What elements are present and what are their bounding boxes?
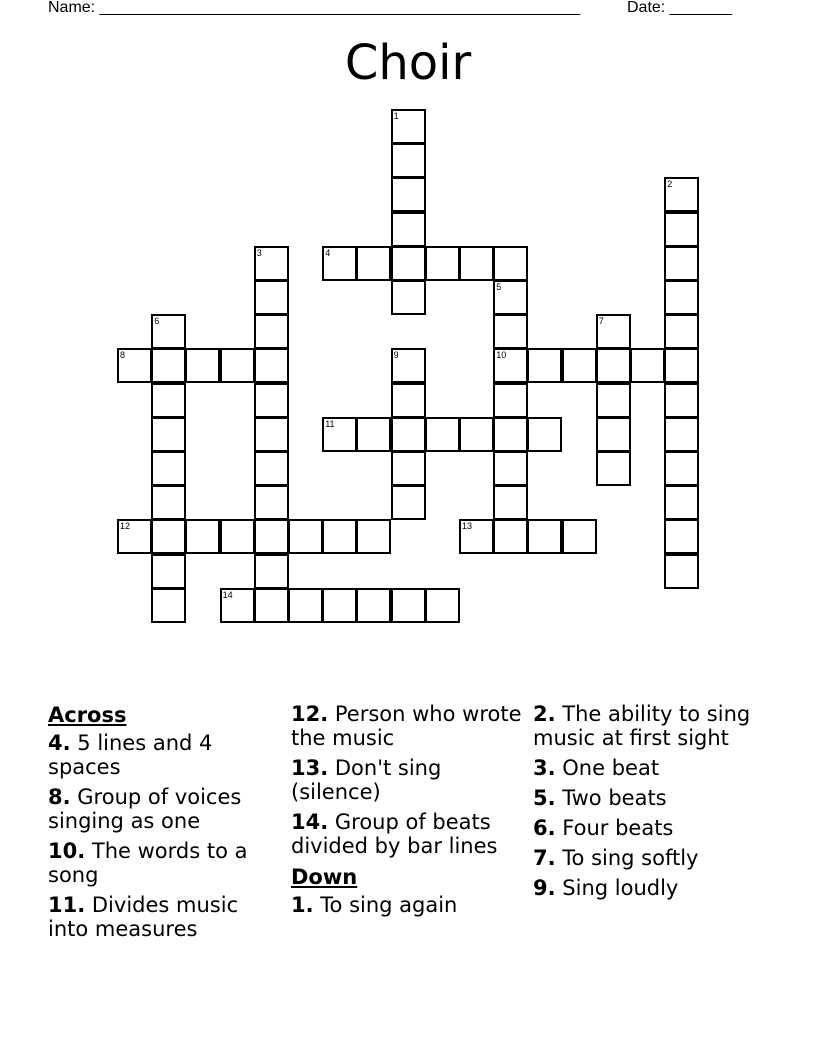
- clue-across-12: [291, 702, 523, 750]
- clue-number: 11.: [48, 893, 86, 917]
- crossword-cell[interactable]: [664, 451, 699, 486]
- crossword-cell[interactable]: [391, 177, 426, 212]
- clue-text: Sing loudly: [562, 876, 679, 900]
- crossword-cell[interactable]: [459, 417, 494, 452]
- clue-number: 8.: [48, 785, 71, 809]
- crossword-cell[interactable]: [664, 212, 699, 247]
- clue-number: 3.: [533, 756, 556, 780]
- crossword-cell[interactable]: [596, 348, 631, 383]
- cell-clue-number: 10: [496, 350, 507, 361]
- clue-down-9: [533, 876, 765, 900]
- crossword-cell[interactable]: [220, 588, 255, 623]
- crossword-cell[interactable]: [254, 485, 289, 520]
- crossword-cell[interactable]: [322, 588, 357, 623]
- crossword-cell[interactable]: [425, 417, 460, 452]
- crossword-cell[interactable]: [151, 417, 186, 452]
- crossword-cell[interactable]: [664, 177, 699, 212]
- clue-down-6: [533, 816, 765, 840]
- clue-column-1: [48, 702, 280, 947]
- crossword-cell[interactable]: [493, 417, 528, 452]
- clue-text: Don't sing (silence): [291, 756, 442, 804]
- clue-down-2: [533, 702, 765, 750]
- clue-column-3: [533, 702, 765, 906]
- crossword-cell[interactable]: [322, 246, 357, 281]
- crossword-cell[interactable]: [664, 519, 699, 554]
- clue-text: 5 lines and 4 spaces: [48, 731, 213, 779]
- cell-clue-number: 6: [154, 316, 160, 327]
- clue-number: 5.: [533, 786, 556, 810]
- clue-down-3: [533, 756, 765, 780]
- crossword-cell[interactable]: [493, 280, 528, 315]
- crossword-cell[interactable]: [596, 383, 631, 418]
- crossword-cell[interactable]: [356, 417, 391, 452]
- crossword-cell[interactable]: [254, 314, 289, 349]
- name-field-label: Name: ______________________________________________________: [48, 0, 581, 16]
- crossword-cell[interactable]: [151, 314, 186, 349]
- crossword-cell[interactable]: [664, 280, 699, 315]
- crossword-cell[interactable]: [356, 519, 391, 554]
- crossword-cell[interactable]: [254, 519, 289, 554]
- across-heading: Across: [48, 703, 127, 727]
- crossword-cell[interactable]: [117, 519, 152, 554]
- cell-clue-number: 4: [325, 247, 331, 258]
- clue-across-13: [291, 756, 523, 804]
- crossword-cell[interactable]: [664, 417, 699, 452]
- clue-number: 2.: [533, 702, 556, 726]
- crossword-cell[interactable]: [151, 588, 186, 623]
- crossword-cell[interactable]: [151, 485, 186, 520]
- clue-number: 10.: [48, 839, 86, 863]
- crossword-cell[interactable]: [527, 348, 562, 383]
- clue-text: The ability to sing music at first sight: [533, 702, 751, 750]
- crossword-cell[interactable]: [493, 246, 528, 281]
- crossword-cell[interactable]: [527, 519, 562, 554]
- crossword-cell[interactable]: [254, 383, 289, 418]
- clue-text: Person who wrote the music: [291, 702, 522, 750]
- crossword-cell[interactable]: [254, 348, 289, 383]
- crossword-cell[interactable]: [220, 348, 255, 383]
- clue-text: Two beats: [562, 786, 667, 810]
- crossword-cell[interactable]: [391, 143, 426, 178]
- crossword-cell[interactable]: [151, 383, 186, 418]
- crossword-cell[interactable]: [391, 588, 426, 623]
- crossword-cell[interactable]: [254, 246, 289, 281]
- crossword-cell[interactable]: [391, 485, 426, 520]
- clue-number: 4.: [48, 731, 71, 755]
- crossword-cell[interactable]: [288, 588, 323, 623]
- clue-text: To sing again: [320, 893, 458, 917]
- crossword-cell[interactable]: [391, 212, 426, 247]
- crossword-cell[interactable]: [151, 554, 186, 589]
- clue-number: 12.: [291, 702, 329, 726]
- cell-clue-number: 5: [496, 282, 502, 292]
- crossword-cell[interactable]: [527, 417, 562, 452]
- clue-text: To sing softly: [562, 846, 699, 870]
- crossword-cell[interactable]: [185, 348, 220, 383]
- clue-text: Group of voices singing as one: [48, 785, 242, 833]
- cell-clue-number: 12: [120, 521, 131, 532]
- crossword-cell[interactable]: [254, 588, 289, 623]
- crossword-cell[interactable]: [391, 383, 426, 418]
- crossword-cell[interactable]: [459, 519, 494, 554]
- clue-text: Group of beats divided by bar lines: [291, 810, 498, 858]
- crossword-cell[interactable]: [425, 588, 460, 623]
- puzzle-title: Choir: [344, 35, 472, 91]
- crossword-cell[interactable]: [493, 348, 528, 383]
- cell-clue-number: 1: [393, 111, 399, 121]
- crossword-cell[interactable]: [220, 519, 255, 554]
- cell-clue-number: 14: [222, 589, 233, 600]
- crossword-cell[interactable]: [596, 314, 631, 349]
- clue-across-11: [48, 893, 280, 941]
- clue-number: 7.: [533, 846, 556, 870]
- crossword-cell[interactable]: [664, 348, 699, 383]
- clue-across-4: [48, 731, 280, 779]
- crossword-cell[interactable]: [630, 348, 665, 383]
- cell-clue-number: 8: [120, 350, 126, 361]
- cell-clue-number: 9: [393, 350, 399, 361]
- cell-clue-number: 11: [325, 418, 335, 429]
- clue-text: One beat: [562, 756, 660, 780]
- crossword-cell[interactable]: [493, 383, 528, 418]
- date-field-label: Date: _______: [627, 0, 732, 16]
- crossword-cell[interactable]: [664, 554, 699, 589]
- crossword-cell[interactable]: [664, 314, 699, 349]
- crossword-cell[interactable]: [151, 519, 186, 554]
- crossword-cell[interactable]: [596, 417, 631, 452]
- clue-number: 9.: [533, 876, 556, 900]
- clue-text: Divides music into measures: [48, 893, 239, 941]
- clue-number: 1.: [291, 893, 314, 917]
- clue-number: 6.: [533, 816, 556, 840]
- crossword-cell[interactable]: [664, 485, 699, 520]
- down-heading: Down: [291, 865, 358, 889]
- crossword-cell[interactable]: [151, 348, 186, 383]
- crossword-cell[interactable]: [185, 519, 220, 554]
- cell-clue-number: 2: [667, 179, 673, 190]
- clue-down-5: [533, 786, 765, 810]
- crossword-cell[interactable]: [254, 451, 289, 486]
- cell-clue-number: 3: [256, 247, 262, 258]
- crossword-cell[interactable]: [391, 348, 426, 383]
- crossword-cell[interactable]: [493, 519, 528, 554]
- crossword-cell[interactable]: [288, 519, 323, 554]
- crossword-cell[interactable]: [459, 246, 494, 281]
- clue-text: The words to a song: [48, 839, 248, 887]
- crossword-cell[interactable]: [664, 246, 699, 281]
- clue-text: Four beats: [562, 816, 674, 840]
- crossword-cell[interactable]: [664, 383, 699, 418]
- crossword-cell[interactable]: [322, 417, 357, 452]
- clue-across-14: [291, 810, 523, 858]
- crossword-cell[interactable]: [254, 417, 289, 452]
- clue-number: 14.: [291, 810, 329, 834]
- clue-column-2: [291, 702, 523, 923]
- crossword-cell[interactable]: [254, 554, 289, 589]
- crossword-cell[interactable]: [493, 451, 528, 486]
- cell-clue-number: 7: [598, 316, 604, 327]
- clue-across-8: [48, 785, 280, 833]
- clue-across-10: [48, 839, 280, 887]
- crossword-cell[interactable]: [151, 451, 186, 486]
- crossword-cell[interactable]: [391, 451, 426, 486]
- crossword-cell[interactable]: [562, 348, 597, 383]
- crossword-cell[interactable]: [254, 280, 289, 315]
- crossword-cell[interactable]: [391, 417, 426, 452]
- crossword-cell[interactable]: [596, 451, 631, 486]
- cell-clue-number: 13: [462, 521, 473, 532]
- crossword-cell[interactable]: [493, 485, 528, 520]
- crossword-cell[interactable]: [493, 314, 528, 349]
- clue-down-7: [533, 846, 765, 870]
- crossword-cell[interactable]: [425, 246, 460, 281]
- clue-number: 13.: [291, 756, 329, 780]
- crossword-cell[interactable]: [322, 519, 357, 554]
- crossword-cell[interactable]: [391, 109, 426, 144]
- crossword-cell[interactable]: [391, 280, 426, 315]
- crossword-cell[interactable]: [356, 588, 391, 623]
- crossword-cell[interactable]: [562, 519, 597, 554]
- clue-down-1: [291, 893, 523, 917]
- crossword-cell[interactable]: [391, 246, 426, 281]
- crossword-cell[interactable]: [117, 348, 152, 383]
- crossword-cell[interactable]: [356, 246, 391, 281]
